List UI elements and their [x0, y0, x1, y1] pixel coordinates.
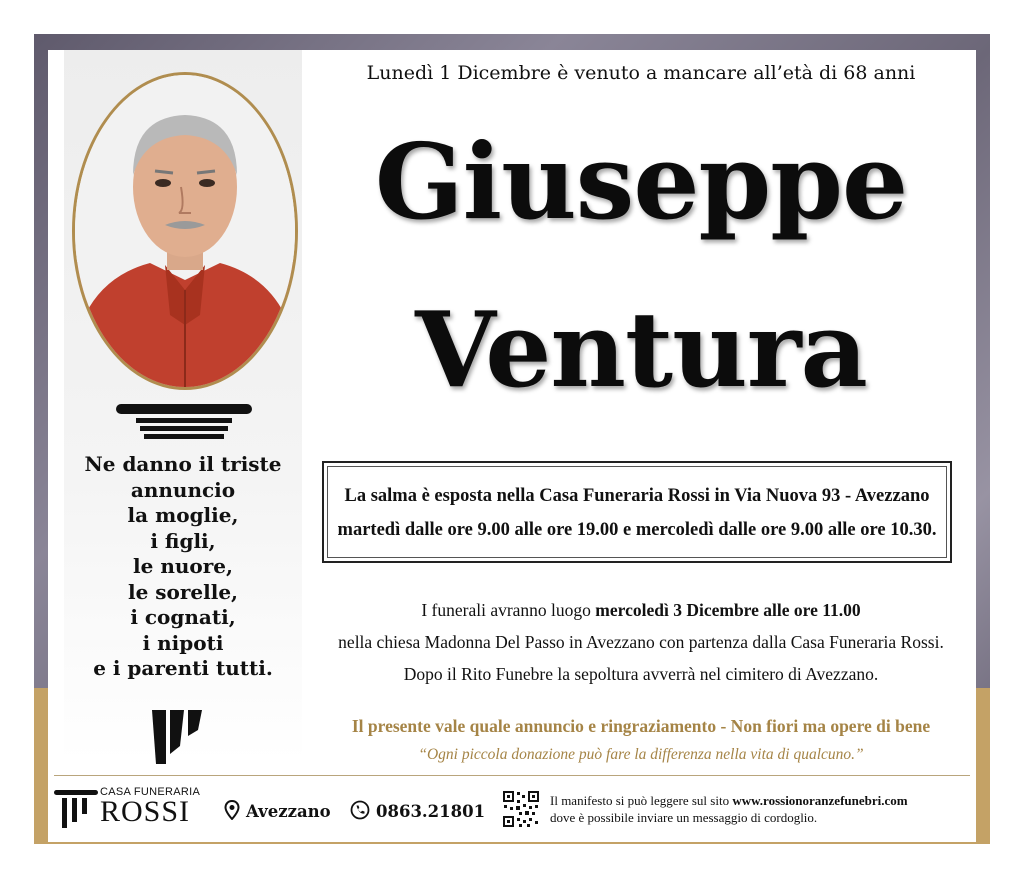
phone-icon	[350, 800, 370, 820]
website-info	[550, 792, 908, 826]
family-line: la moglie,	[127, 503, 239, 527]
family-line: le nuore,	[133, 554, 233, 578]
footer-divider	[54, 775, 970, 776]
funeral-church: nella chiesa Madonna Del Passo in Avezzano con partenza dalla Casa Funeraria Rossi.	[338, 632, 944, 652]
funeral-burial: Dopo il Rito Funebre la sepoltura avverrà nel cimitero di Avezzano.	[403, 664, 879, 684]
phone-number[interactable]	[350, 800, 485, 821]
funeral-date: mercoledì 3 Dicembre alle ore 11.00	[595, 600, 861, 620]
location-pin-icon	[224, 800, 240, 820]
funeral-date-prefix: I funerali avranno luogo	[421, 600, 596, 620]
viewing-info-box	[322, 461, 952, 563]
family-line: i figli,	[150, 528, 216, 553]
website-line	[550, 792, 908, 809]
family-line: Ne danno il triste	[84, 452, 282, 476]
location-text: Avezzano	[246, 802, 331, 821]
family-line: i cognati,	[130, 605, 236, 629]
family-line: e i parenti tutti.	[93, 656, 273, 680]
family-line: le sorelle,	[127, 579, 239, 604]
viewing-location: La salma è esposta nella Casa Funeraria Rossi in Via Nuova 93 - Avezzano	[344, 486, 930, 506]
portrait-photo	[72, 72, 298, 390]
logo-subtitle: CASA FUNERARIA	[100, 786, 201, 798]
donation-quote: “Ogni piccola donazione può fare la differenza nella vita di qualcuno.”	[418, 746, 864, 763]
viewing-hours: martedì dalle ore 9.00 alle ore 19.00 e mercoledì dalle ore 9.00 alle ore 10.30.	[337, 520, 937, 540]
phone-text: 0863.21801	[376, 802, 486, 821]
funeral-date-line	[320, 594, 962, 626]
deceased-last-name: Ventura	[415, 288, 867, 411]
family-line: annuncio	[130, 477, 236, 502]
condolence-line: dove è possibile inviare un messaggio di cordoglio.	[550, 810, 818, 825]
family-line: i nipoti	[142, 630, 224, 655]
qr-code-icon[interactable]	[502, 790, 540, 828]
death-announcement-intro: Lunedì 1 Dicembre è venuto a mancare all’età di 68 anni	[366, 62, 916, 84]
column-capital-icon	[114, 404, 254, 444]
location	[224, 800, 331, 821]
funeral-details	[320, 594, 962, 690]
funeral-home-logo	[54, 786, 214, 830]
website-prefix: Il manifesto si può leggere sul sito	[550, 793, 733, 808]
family-announcement	[64, 452, 302, 682]
website-link[interactable]: www.rossionoranzefunebri.com	[732, 793, 908, 808]
deceased-first-name: Giuseppe	[374, 120, 908, 243]
gold-border-right	[974, 688, 990, 844]
column-logo-icon	[152, 706, 212, 764]
logo-title: ROSSI	[100, 795, 191, 828]
column-icon	[54, 788, 98, 828]
acknowledgement-notice: Il presente vale quale annuncio e ringraziamento - Non fiori ma opere di bene	[351, 716, 931, 736]
